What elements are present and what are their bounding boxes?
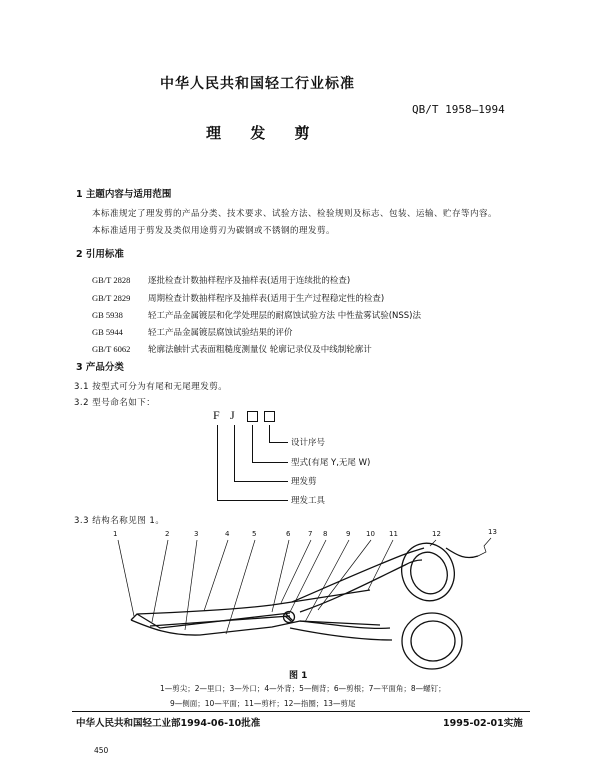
label-hairdressing-tool: 理发工具 <box>291 496 326 506</box>
model-letter-j: J <box>230 408 235 422</box>
document-title: 理 发 剪 <box>206 124 322 142</box>
screw-slot <box>285 613 293 621</box>
part-number: 3 <box>194 530 199 538</box>
figure-legend-line-1: 1—剪尖；2—里口；3—外口；4—外背；5—侧背；6—剪根；7—平面角；8—螺钉； <box>160 684 446 693</box>
reference-title: 轮廓法触针式表面粗糙度测量仪 轮廓记录仪及中线制轮廓计 <box>148 345 372 355</box>
item-3-1: 3.1 按型式可分为有尾和无尾理发剪。 <box>74 382 228 392</box>
part-number: 13 <box>488 528 497 536</box>
part-number: 10 <box>366 530 375 538</box>
figure-caption: 图 1 <box>289 671 308 681</box>
upper-finger-ring-inner <box>405 547 452 598</box>
upper-finger-ring-outer <box>394 536 461 607</box>
reference-code: GB 5944 <box>92 327 123 337</box>
leader-line <box>152 540 168 622</box>
upper-shank-bottom <box>300 560 422 612</box>
scissors-drawing <box>131 536 478 669</box>
footer-divider <box>72 711 530 712</box>
leader-line <box>290 540 326 612</box>
item-3-3: 3.3 结构名称见图 1。 <box>74 516 165 526</box>
reference-title: 轻工产品金属镀层和化学处理层的耐腐蚀试验方法 中性盐雾试验(NSS)法 <box>148 311 421 321</box>
issuing-standard-title: 中华人民共和国轻工行业标准 <box>160 76 355 92</box>
lower-shank-bottom <box>290 628 392 640</box>
leader-line <box>204 540 228 611</box>
label-hair-scissors: 理发剪 <box>291 477 317 487</box>
part-number: 9 <box>346 530 351 538</box>
leader-line <box>305 540 349 622</box>
leader-line <box>185 540 197 630</box>
reference-title: 轻工产品金属镀层腐蚀试验结果的评价 <box>148 328 293 338</box>
part-number: 6 <box>286 530 291 538</box>
part-number: 8 <box>323 530 328 538</box>
standard-number: QB/T 1958—1994 <box>412 103 505 116</box>
item-3-2: 3.2 型号命名如下： <box>74 398 156 408</box>
part-number: 7 <box>308 530 313 538</box>
leader-line <box>478 538 491 556</box>
upper-shank-top <box>292 548 424 602</box>
page-number: 450 <box>94 746 109 755</box>
model-letter-f: F <box>213 408 220 422</box>
leader-line <box>272 540 289 612</box>
part-number: 1 <box>113 530 118 538</box>
reference-code: GB/T 2828 <box>92 275 131 285</box>
reference-code: GB 5938 <box>92 310 123 320</box>
section-1-paragraph-2: 本标准适用于剪发及类似用途剪刃为碳钢或不锈钢的理发剪。 <box>92 226 336 236</box>
part-number: 11 <box>389 530 398 538</box>
leader-line <box>281 540 311 603</box>
upper-blade-outline <box>131 590 370 620</box>
label-type: 型式(有尾 Y,无尾 W) <box>291 458 371 468</box>
section-2-heading: 2 引用标准 <box>76 249 124 260</box>
effective-date: 1995-02-01实施 <box>443 718 523 729</box>
part-number: 4 <box>225 530 230 538</box>
leader-line <box>118 540 134 616</box>
reference-title: 逐批检查计数抽样程序及抽样表(适用于连续批的检查) <box>148 276 351 286</box>
leader-line <box>318 540 371 610</box>
leader-lines <box>118 538 491 634</box>
part-number: 2 <box>165 530 170 538</box>
lower-finger-ring-inner <box>411 621 455 661</box>
reference-title: 周期检查计数抽样程序及抽样表(适用于生产过程稳定性的检查) <box>148 294 385 304</box>
label-design-sequence: 设计序号 <box>291 438 326 448</box>
reference-code: GB/T 6062 <box>92 344 131 354</box>
leader-line <box>368 540 393 590</box>
section-1-heading: 1 主题内容与适用范围 <box>76 189 172 200</box>
lower-blade-edge <box>150 616 290 626</box>
section-1-paragraph-1: 本标准规定了理发剪的产品分类、技术要求、试验方法、检验规则及标志、包装、运输、贮存等内容。 <box>92 209 498 219</box>
figure-legend-line-2: 9—侧面；10—平面；11—剪杆；12—指圈；13—剪尾 <box>170 699 356 708</box>
finger-rest-tail <box>446 548 478 558</box>
approval-statement: 中华人民共和国轻工业部1994-06-10批准 <box>76 718 261 729</box>
part-number: 5 <box>252 530 257 538</box>
section-3-heading: 3 产品分类 <box>76 362 124 373</box>
part-number: 12 <box>432 530 441 538</box>
reference-code: GB/T 2829 <box>92 293 131 303</box>
